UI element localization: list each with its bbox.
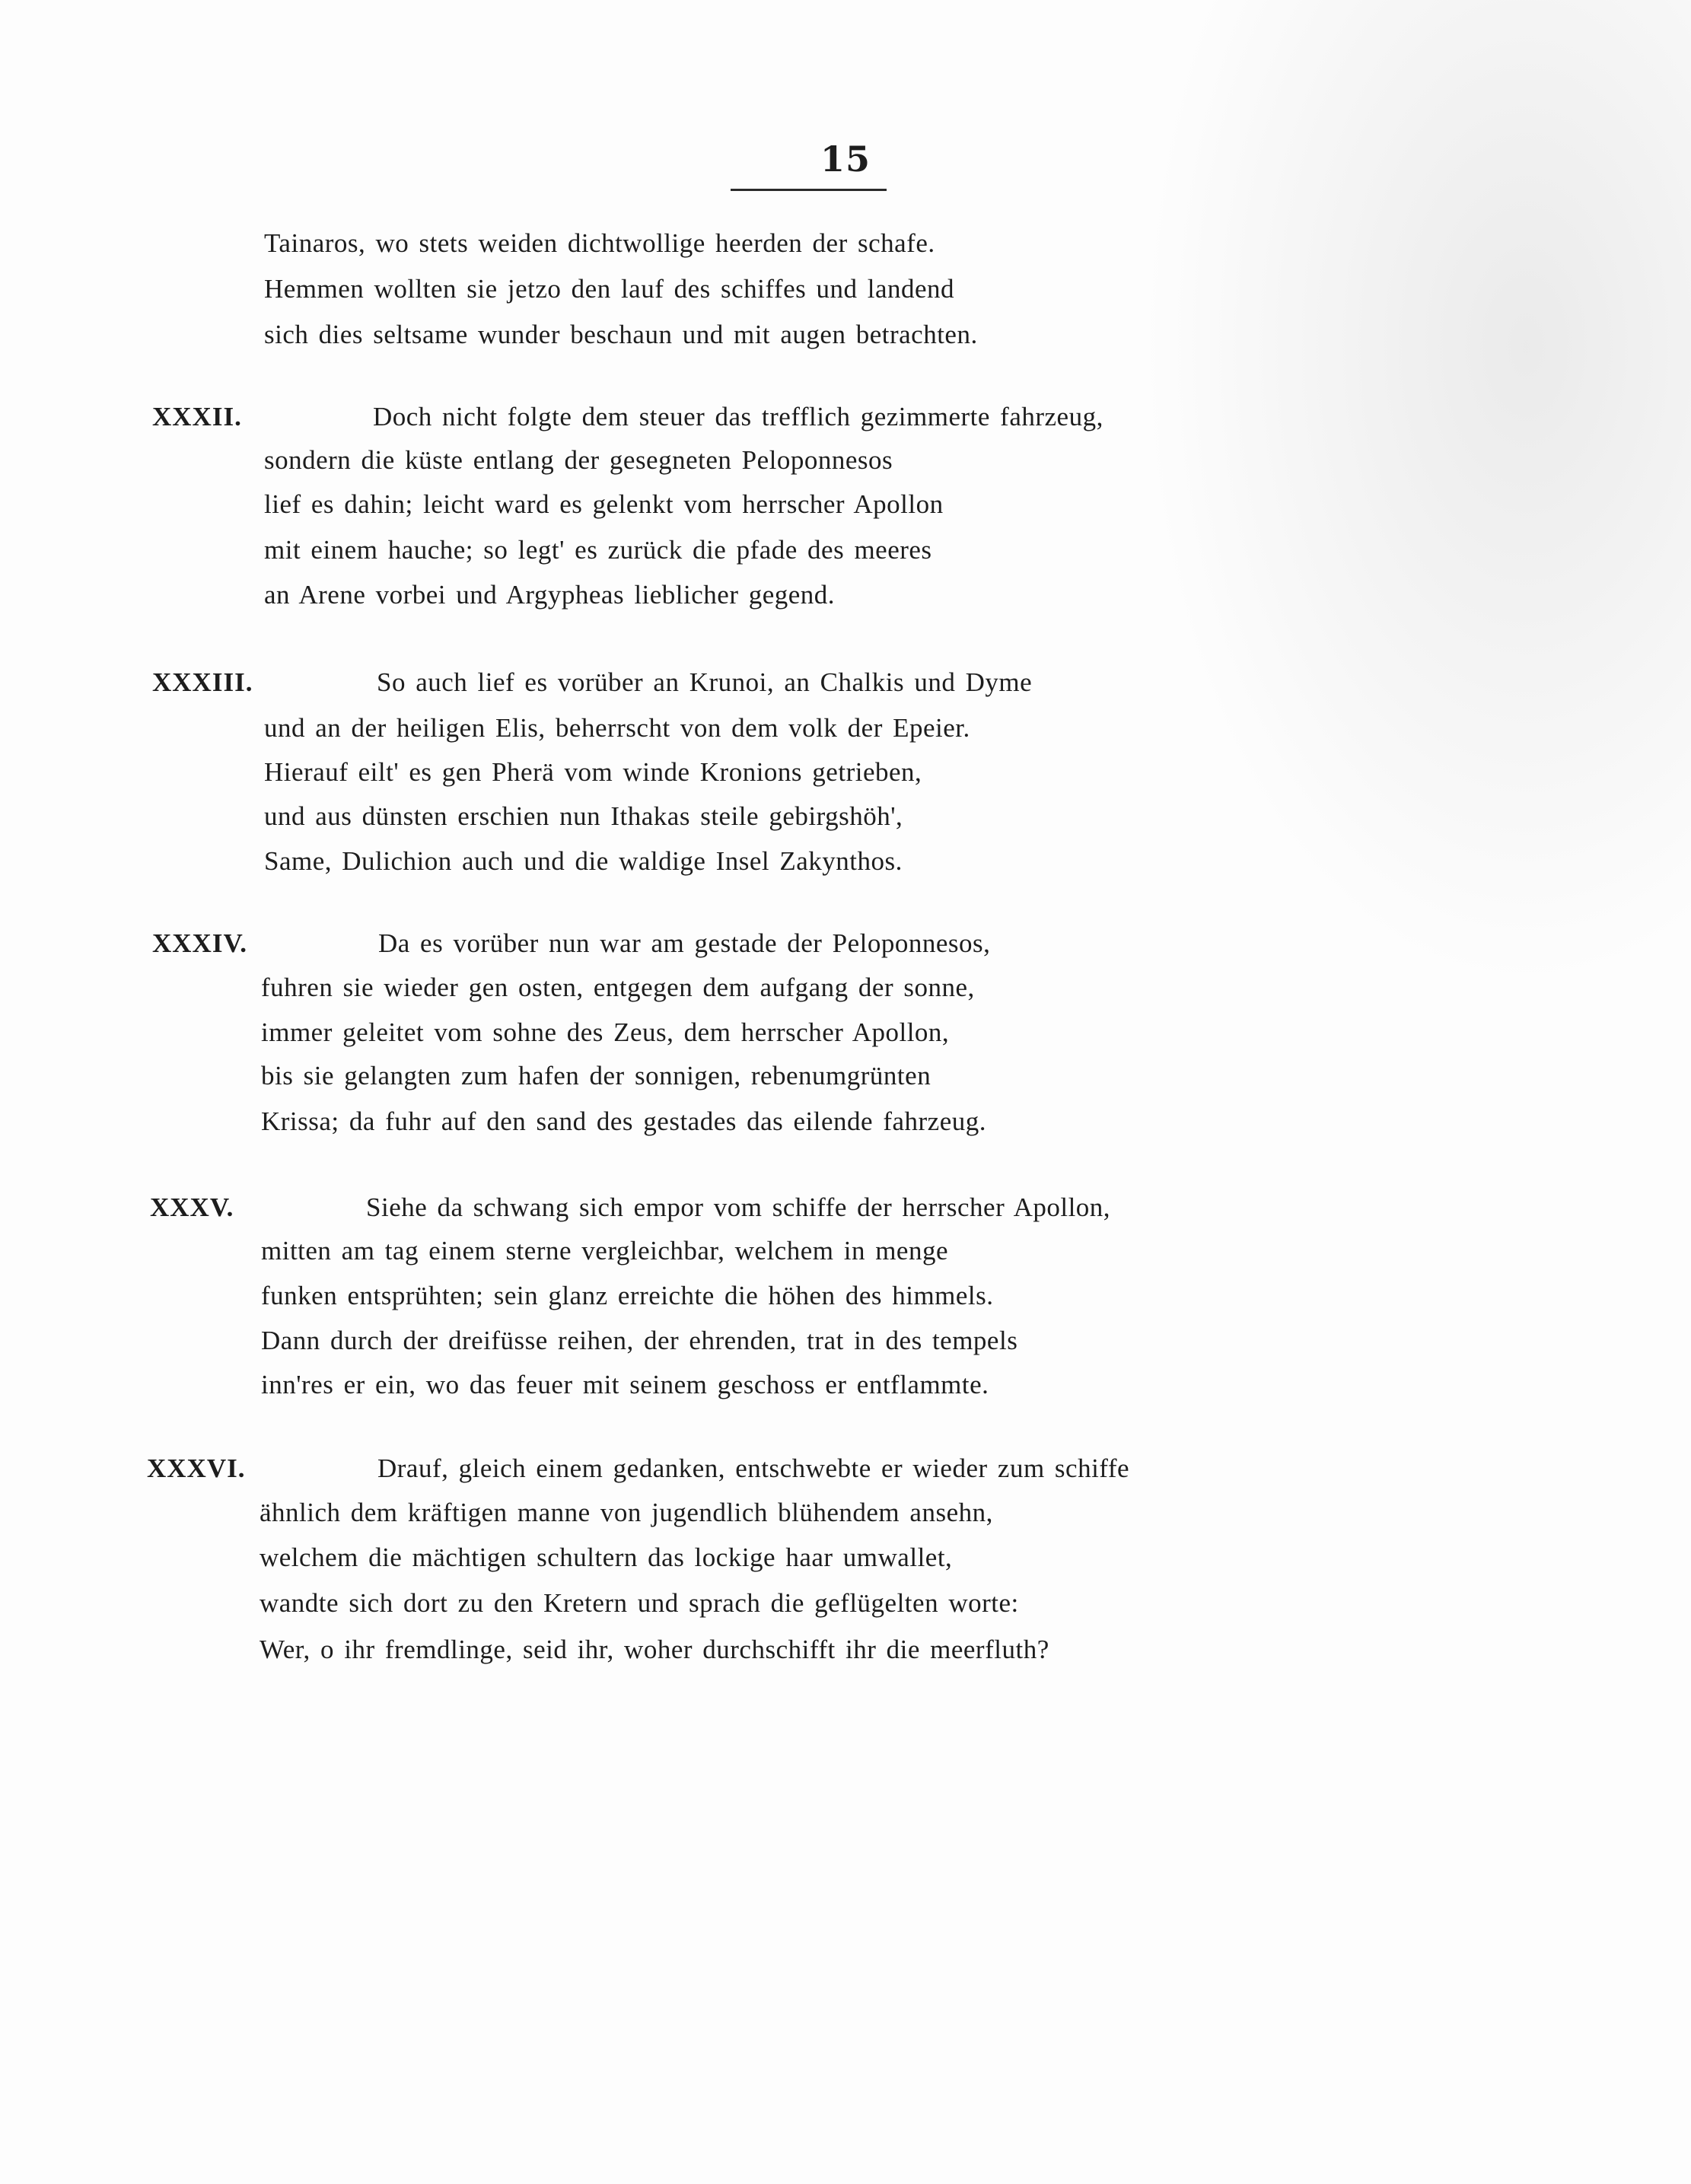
verse-line: immer geleitet vom sohne des Zeus, dem herrscher Apollon, [261,1017,950,1047]
verse-line: bis sie gelangten zum hafen der sonnigen, rebenumgrünten [261,1061,931,1090]
page-number: 15 [820,138,871,180]
verse-line: welchem die mächtigen schultern das lockige haar umwallet, [260,1542,953,1572]
verse-line: und an der heiligen Elis, beherrscht von dem volk der Epeier. [264,713,970,743]
verse-line: fuhren sie wieder gen osten, entgegen dem aufgang der sonne, [261,973,975,1002]
verse-line: lief es dahin; leicht ward es gelenkt vom herrscher Apollon [264,489,944,519]
verse-line: funken entsprühten; sein glanz erreichte die höhen des himmels. [261,1281,994,1310]
verse-line: an Arene vorbei und Argypheas lieblicher gegend. [264,580,836,610]
verse-line: sondern die küste entlang der gesegneten Peloponnesos [264,445,893,475]
verse-line: Wer, o ihr fremdlinge, seid ihr, woher durchschifft ihr die meerfluth? [260,1635,1049,1664]
stanza-numeral: XXXV. [150,1192,234,1222]
verse-line: Hemmen wollten sie jetzo den lauf des schiffes und landend [264,274,955,304]
verse-line: ähnlich dem kräftigen manne von jugendlich blühendem ansehn, [260,1498,993,1527]
verse-line: inn'res er ein, wo das feuer mit seinem geschoss er entflammte. [261,1370,989,1399]
verse-line: Doch nicht folgte dem steuer das trefflich gezimmerte fahrzeug, [373,402,1103,431]
stanza-numeral: XXXIII. [152,667,253,697]
verse-line: sich dies seltsame wunder beschaun und mit augen betrachten. [264,320,978,349]
verse-line: Dann durch der dreifüsse reihen, der ehrenden, trat in des tempels [261,1326,1018,1355]
stanza-numeral: XXXIV. [152,928,247,958]
verse-line: Tainaros, wo stets weiden dichtwollige heerden der schafe. [264,228,935,258]
verse-line: Siehe da schwang sich empor vom schiffe der herrscher Apollon, [366,1192,1111,1222]
verse-line: Da es vorüber nun war am gestade der Peloponnesos, [378,928,991,958]
verse-line: wandte sich dort zu den Kretern und sprach die geflügelten worte: [260,1588,1019,1618]
verse-line: Drauf, gleich einem gedanken, entschwebte er wieder zum schiffe [377,1453,1130,1483]
verse-line: So auch lief es vorüber an Krunoi, an Chalkis und Dyme [377,667,1033,697]
stanza-numeral: XXXVI. [147,1453,246,1483]
verse-line: und aus dünsten erschien nun Ithakas steile gebirgshöh', [264,801,903,831]
page-number-rule [731,189,887,191]
stanza-numeral: XXXII. [152,402,242,431]
verse-line: Same, Dulichion auch und die waldige Insel Zakynthos. [264,846,903,876]
verse-line: mit einem hauche; so legt' es zurück die pfade des meeres [264,535,932,565]
verse-line: mitten am tag einem sterne vergleichbar, welchem in menge [261,1236,948,1266]
verse-line: Krissa; da fuhr auf den sand des gestades das eilende fahrzeug. [261,1106,986,1136]
verse-line: Hierauf eilt' es gen Pherä vom winde Kronions getrieben, [264,757,922,787]
